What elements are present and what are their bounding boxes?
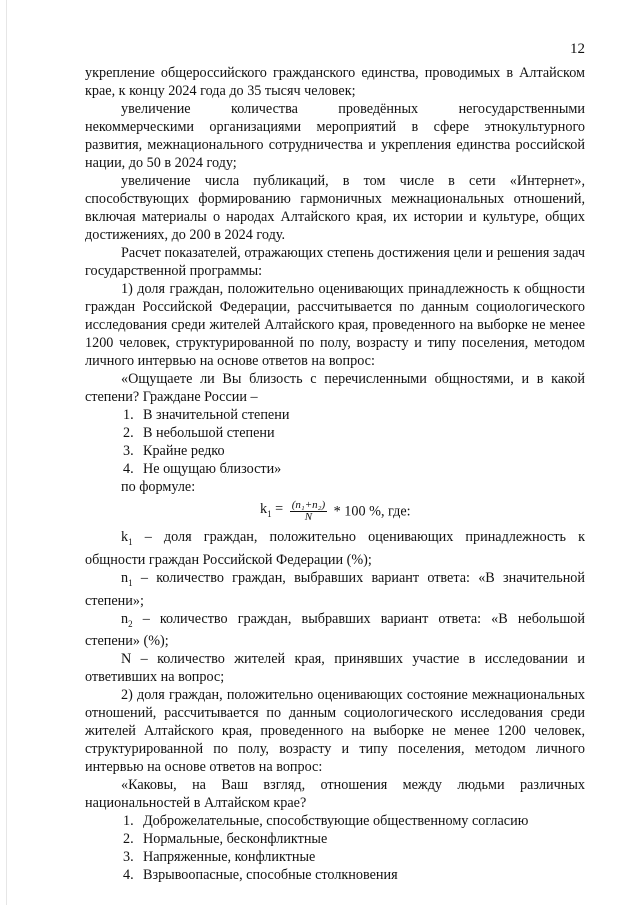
- formula-lhs: $k_1$ =: [260, 501, 284, 519]
- formula-numerator: (n₁+n₂): [291, 499, 326, 511]
- list-item: 3. Крайне редко: [123, 443, 225, 459]
- definition: $n_2$ – количество граждан, выбравших вариант ответа: «В небольшой степени» (%);: [85, 610, 585, 650]
- paragraph: 1) доля граждан, положительно оценивающих принадлежность к общности граждан Российской Федерации, рассчитывается по данным социологического исследования среди жителей Алтайского края, проведенного на выборке не менее 1200 человек, структурированной по полу, возрасту и типу поселения, методом личного интервью на основе ответов на вопрос:: [85, 281, 585, 369]
- list-item: 2. Нормальные, бесконфликтные: [123, 831, 328, 848]
- question-quote: «Ощущаете ли Вы близость с перечисленными общностями, и в какой степени? Граждане России –: [85, 371, 585, 405]
- answer-list-2: [85, 812, 585, 884]
- list-item: 2. В небольшой степени: [123, 425, 275, 441]
- definition: $k_1$ – доля граждан, положительно оценивающих принадлежность к общности граждан Российской Федерации (%);: [85, 529, 585, 568]
- list-item: 4. Взрывоопасные, способные столкновения: [123, 867, 398, 884]
- question-quote: «Каковы, на Ваш взгляд, отношения между людьми различных национальностей в Алтайском крае?: [85, 777, 585, 812]
- formula-rhs: * 100 %, где:: [333, 503, 411, 520]
- list-item: 1. Доброжелательные, способствующие общественному согласию: [123, 813, 529, 830]
- page-body: [85, 64, 585, 884]
- scan-edge-line: [6, 0, 7, 905]
- paragraph-continuation: укрепление общероссийского гражданского единства, проводимых в Алтайском крае, к концу 2024 года до 35 тысяч человек;: [85, 65, 585, 99]
- paragraph: увеличение количества проведённых негосударственными некоммерческими организациями мероприятий в сфере этнокультурного развития, межнационального сотрудничества и укрепления единства российской нации, до 50 в 2024 году;: [85, 101, 585, 171]
- definition: $n_1$ – количество граждан, выбравших вариант ответа: «В значительной степени»;: [85, 569, 585, 609]
- answer-list-1: [85, 406, 585, 478]
- formula: [85, 500, 585, 524]
- page-number: 12: [570, 41, 585, 57]
- list-item: 4. Не ощущаю близости»: [123, 461, 282, 477]
- definition: N – количество жителей края, принявших участие в исследовании и ответивших на вопрос;: [85, 651, 585, 686]
- formula-fraction: [290, 500, 327, 523]
- paragraph: увеличение числа публикаций, в том числе в сети «Интернет», способствующих формированию гармоничных межнациональных отношений, включая материалы о народах Алтайского края, их истории и культуре, общих достижениях, до 200 в 2024 году.: [85, 173, 585, 243]
- list-item: 1. В значительной степени: [123, 407, 290, 423]
- paragraph: Расчет показателей, отражающих степень достижения цели и решения задач государственной программы:: [85, 245, 585, 279]
- paragraph: 2) доля граждан, положительно оценивающих состояние межнациональных отношений, рассчитывается по данным социологического исследования среди жителей Алтайского края, проведенного на выборке не менее 1200 человек, структурированной по полу, возрасту и типу поселения, методом личного интервью на основе ответов на вопрос:: [85, 687, 585, 776]
- formula-intro: по формуле:: [121, 479, 196, 495]
- formula-denominator: N: [304, 511, 313, 523]
- list-item: 3. Напряженные, конфликтные: [123, 849, 316, 866]
